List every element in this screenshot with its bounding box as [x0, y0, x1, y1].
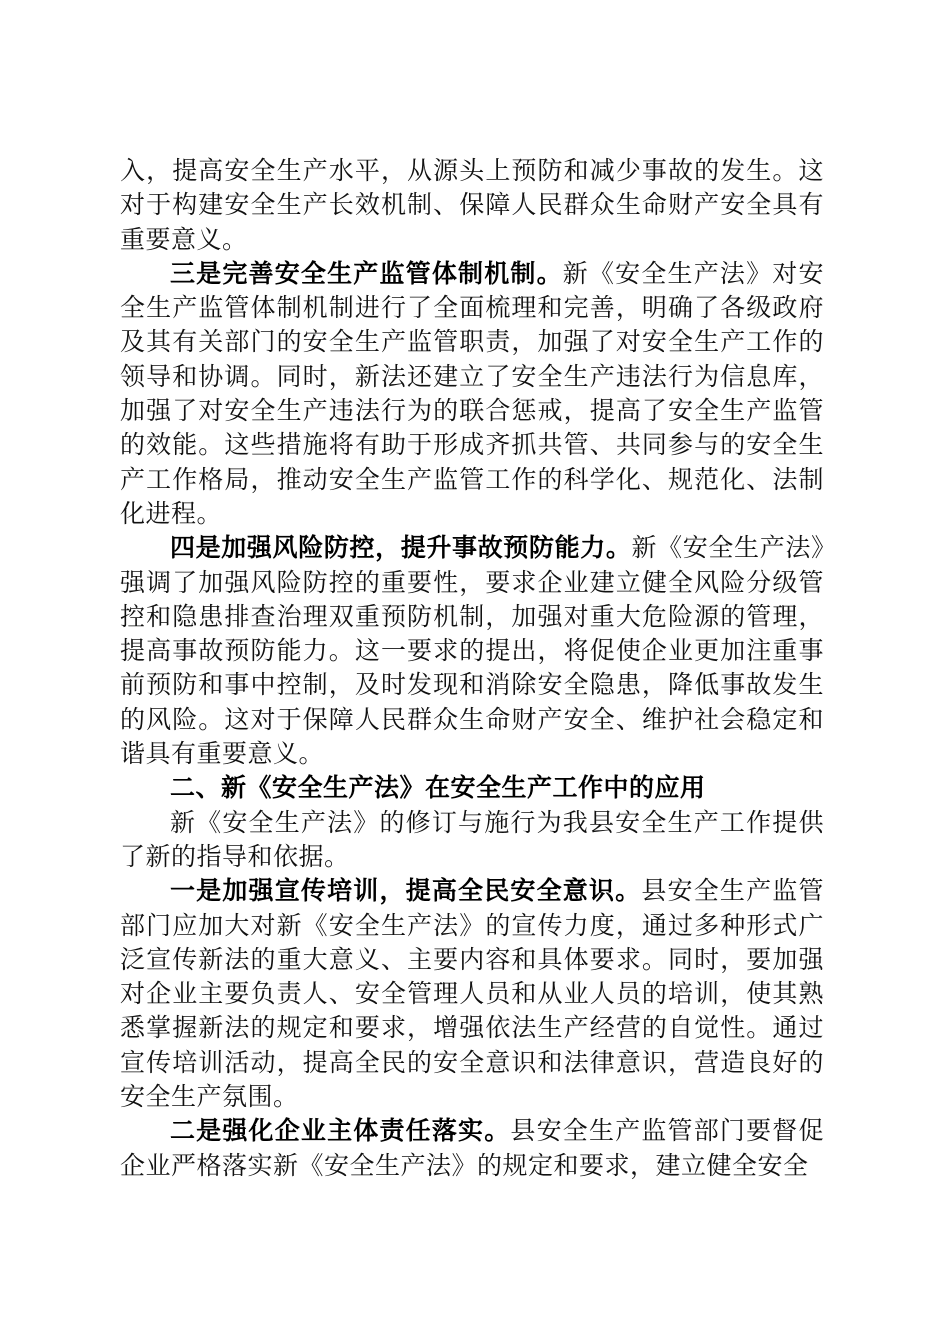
- section-intro: 新《安全生产法》的修订与施行为我县安全生产工作提供了新的指导和依据。: [120, 807, 824, 871]
- paragraph-continuation: [120, 154, 824, 257]
- paragraph-lead: 三是完善安全生产监管体制机制。: [170, 258, 563, 288]
- paragraph-text: 县安全生产监管部门应加大对新《安全生产法》的宣传力度，通过多种形式广泛宣传新法的重大意义、主要内容和具体要求。同时，要加强对企业主要负责人、安全管理人员和从业人员的培训，使其熟悉掌握新法的规定和要求，增强依法生产经营的自觉性。通过宣传培训活动，提高全民的安全意识和法律意识，营造良好的安全生产氛围。: [120, 876, 824, 1112]
- paragraph-point-two: [120, 1114, 824, 1183]
- paragraph-lead: 二是强化企业主体责任落实。: [170, 1116, 511, 1146]
- paragraph-text: 新《安全生产法》强调了加强风险防控的重要性，要求企业建立健全风险分级管控和隐患排查治理双重预防机制，加强对重大危险源的管理，提高事故预防能力。这一要求的提出，将促使企业更加注重事前预防和事中控制，及时发现和消除安全隐患，降低事故发生的风险。这对于保障人民群众生命财产安全、维护社会稳定和谐具有重要意义。: [120, 533, 824, 769]
- paragraph-point-one: [120, 874, 824, 1114]
- paragraph-lead: 一是加强宣传培训，提高全民安全意识。: [170, 876, 642, 906]
- paragraph-lead: 四是加强风险防控，提升事故预防能力。: [170, 533, 632, 563]
- document-body: [120, 154, 824, 1183]
- paragraph-text: 新《安全生产法》对安全生产监管体制机制进行了全面梳理和完善，明确了各级政府及其有关部门的安全生产监管职责，加强了对安全生产工作的领导和协调。同时，新法还建立了安全生产违法行为信息库，加强了对安全生产违法行为的联合惩戒，提高了安全生产监管的效能。这些措施将有助于形成齐抓共管、共同参与的安全生产工作格局，推动安全生产监管工作的科学化、规范化、法制化进程。: [120, 258, 824, 528]
- paragraph-point-four: [120, 531, 824, 771]
- section-heading: 二、新《安全生产法》在安全生产工作中的应用: [170, 773, 706, 803]
- paragraph-text: 县安全生产监管部门要督促企业严格落实新《安全生产法》的规定和要求，建立健全安全: [120, 1116, 824, 1180]
- paragraph-point-three: [120, 257, 824, 531]
- paragraph-text: 入，提高安全生产水平，从源头上预防和减少事故的发生。这对于构建安全生产长效机制、保障人民群众生命财产安全具有重要意义。: [120, 156, 824, 254]
